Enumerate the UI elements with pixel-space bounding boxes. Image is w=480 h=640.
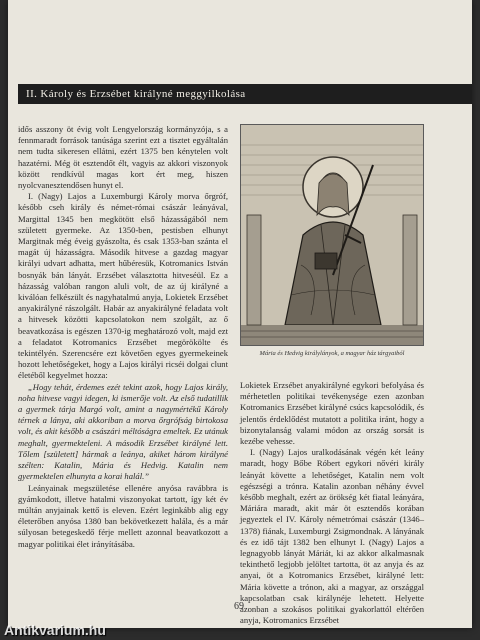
woodcut-illustration [240, 124, 424, 346]
paragraph: Lokietek Erzsébet anyakirályné egykori befolyása és mérhetetlen politikai tevékenysége ezen azonban Kotromanics Erzsébet királyné csúcs kapcsolódik, és jelentős érdeklődést mutatott a politika iránt, hogy a bizonytalanság valami módon az ország sorsát is kezébe vehesse. [240, 380, 424, 447]
paragraph: I. (Nagy) Lajos uralkodásának végén két leány maradt, hogy Bőbe Róbert egykori nővéri király leányát követte a lehetőséget, Katalin nem volt egészségi a trónra. Katalin azonban néhány évvel később meghalt, ezért az örökség két fiatal leányára, Máriára maradt, akit már öt esztendős korában jegyeztek el IV. Károly németrómai császár (1346–1378) fiának, Luxemburgi Zsigmondnak. A lányának és ez idő tájt 1382 ben elhunyt I. (Nagy) Lajos a legnagyobb lányát Máriát, ki az akkor alkalmasnak tekinthető legjobb jelöltet tartotta, öt az anyja és az anyai, öt a Kotromanics Erzsébet, királyné lett: Mária követte a trónon, aki a magyar, az országgal kapcsolatban csak királynéje lehetett. Helyette azonban a szokásos politikai gyakorlattól eltérően anyja, Kotromanics Erzsébet [240, 447, 424, 626]
site-watermark: Antikvarium.hu [4, 622, 106, 638]
paragraph: Leányainak megszületése ellenére anyósa ravábbra is gyámkodott, illetve hatalmi viszonyokat tartott, így két év múltán anyjainak kettő is eleven. Ezért leginkább alig egy életerőben anyósa 1380 ban bekövetkezett halála, és a már súlyosan betegeskedő férje mellett azonnal beavatkozott a magyar politikai élet irányításába. [18, 482, 228, 549]
figure-block [240, 124, 424, 357]
paragraph: I. (Nagy) Lajos a Luxemburgi Károly morva őrgróf, később cseh király és német-római császár leányával, Margittal 1345 ben megkötött első házasságából nem született gyermeke. Az 1350-ben, pestisben elhunyt Margitnak még éveig gyászolta, és csak 1353-ban szánta el magát új házasságra. Második hitvese a gazdag magyar királyi udvart adhatta, mert hűbéresük, Kotromanics István bosnyák bán lányát. Erzsébet választotta hitveséül. Ez a házasság valóban rangon aluli volt, de az új királyné a kiválóan felkészült és nagyhatalmú anyja, Lokietek Erzsébet anyakirályné rászolgált. Habár az anyakirályné feladata volt a hitvesek közötti kapcsolatokon nem szolgált, az ő beavatkozása is egészen 1370-ig meghatározó volt, majd ezt a feladatot Kotromanics Erzsébet megörökölte és tekintélyén. Szerencsére ezt követően egyes gyermekeinek hozott lehetőségeket, hogy a Lajos királyi ricséi dolgai clunt életéből kegyelmet hozza: [18, 191, 228, 381]
saint-woodcut-image [241, 125, 423, 345]
book-page [8, 0, 472, 628]
right-text-column [240, 380, 424, 626]
chapter-header [18, 84, 472, 104]
chapter-title: II. Károly és Erzsébet királyné meggyilkolása [26, 88, 246, 100]
figure-caption: Mária és Hedvig királylányok, a magyar ház tárgyaiból [259, 350, 405, 357]
paragraph: idős asszony öt évig volt Lengyelország kormányzója, s a fennmaradt források tanúsága szerint ezt a tisztet egyáltalán nem tudta sikeresen ellátni, ezért 1375 ben kénytelen volt hazatérni. Még öt esztendőt élt, vagyis az akkori viszonyok között rendkívül magas kort ért meg, hiszen nyolcvanesztendősen hunyt el. [18, 124, 228, 191]
left-text-column [18, 124, 228, 594]
quote-paragraph: „Hogy tehát, érdemes ezét tekint azok, hogy Lajos király, noha hitvese vagyi idegen, ki ismerője volt. Az első tudatillik a gyermek tárja Margó volt, amint a nagymértékű Károly térnek a lánya, aki akkoriban a morva őrgrófság birtokosa volt, és akit később a császári méltóságra emeltek. Ez utánuk meghalt, gyermekteleni. A második Erzsébet királyné lett. Tőlem [született] hármak a leánya, akiket három királyné szélten: Katalin, Mária és Hedvig. Katalin nem gyermektelen elhunyta a korai halál.” [18, 381, 228, 482]
page-number: 69 [234, 601, 244, 612]
